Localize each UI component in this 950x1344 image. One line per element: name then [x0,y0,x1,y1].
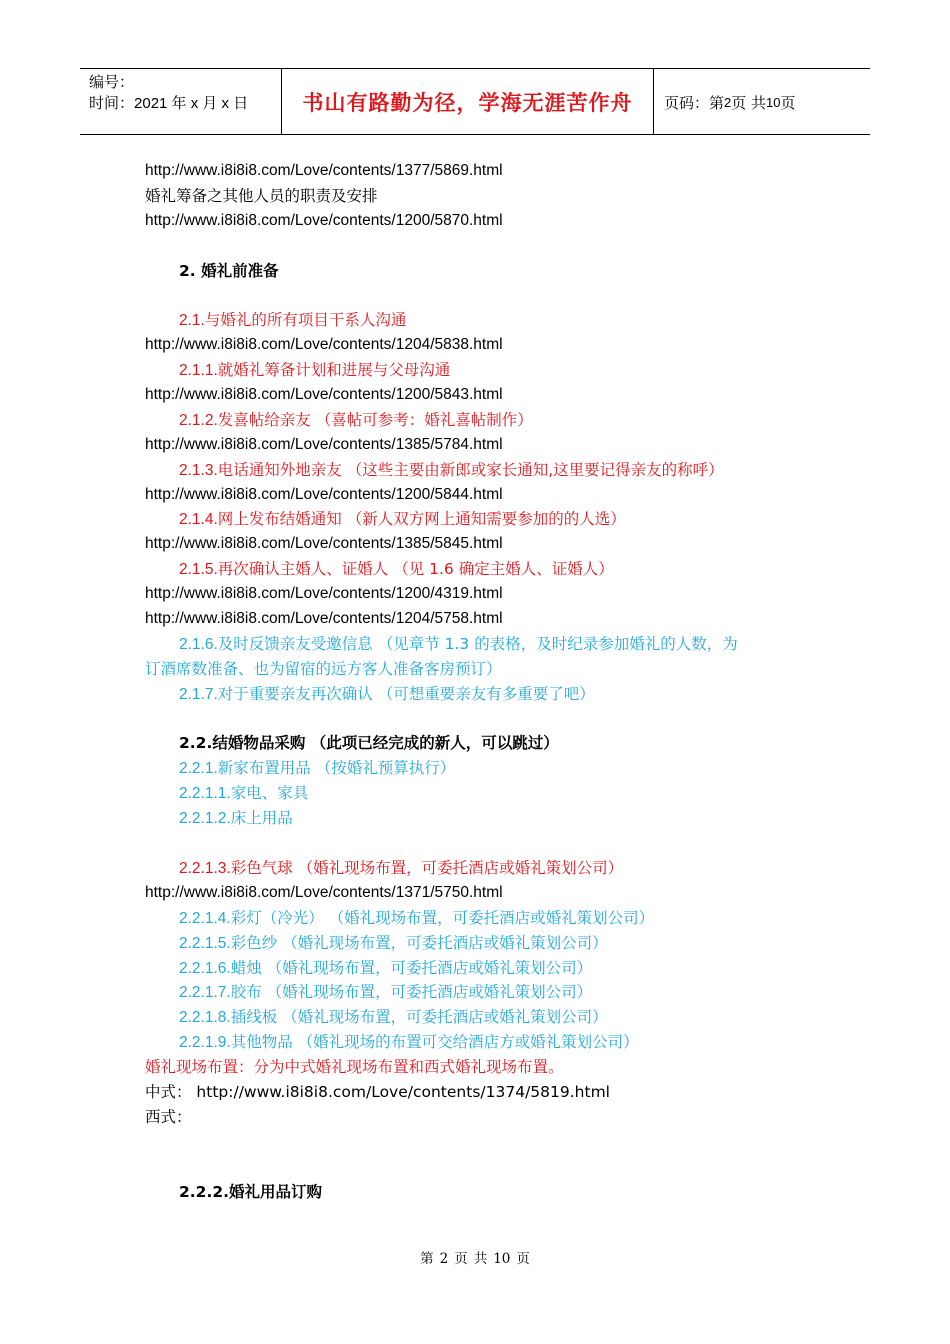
list-item-text: 彩色纱 （婚礼现场布置，可委托酒店或婚礼策划公司） [230,933,608,952]
list-item-number: 2.2.1.1. [179,785,231,803]
body-text-highlight: 婚礼现场布置：分为中式婚礼现场布置和西式婚礼现场布置。 [145,1058,564,1077]
blank-line [145,707,825,732]
list-item-text: 与婚礼的所有项目干系人沟通 [204,311,407,330]
footer-di: 第 [420,1251,434,1267]
list-item [145,906,825,931]
page-total: 10 [766,94,781,110]
url-link[interactable]: http://www.i8i8i8.com/Love/contents/1371/5750.html [145,883,503,901]
page-label: 页码：第 [664,93,725,112]
list-item [145,557,825,582]
url-link[interactable]: http://www.i8i8i8.com/Love/contents/1200/5870.html [145,211,503,229]
list-item [145,408,825,433]
date-line [89,93,281,114]
body-text: 婚礼筹备之其他人员的职责及安排 [145,186,378,205]
doc-number-label: 编号： [89,73,135,91]
list-item-number: 2.1.6. [179,635,218,653]
list-item-text: 就婚礼筹备计划和进展与父母沟通 [217,361,451,380]
list-item-number: 2.1.4. [179,511,218,529]
list-item-text: 及时反馈亲友受邀信息 （见章节 1.3 的表格，及时纪录参加婚礼的人数，为 [217,634,738,653]
list-item [145,507,825,532]
list-item-text: 发喜帖给亲友 （喜帖可参考：婚礼喜帖制作） [217,410,533,429]
list-item-number: 2.2.1.7. [179,984,231,1002]
list-item-number: 2.2.1.8. [179,1009,231,1027]
list-item [145,931,825,956]
list-item [145,756,825,781]
footer-gong: 共 [473,1251,488,1267]
footer-ye1: 页 [454,1251,468,1267]
body-text: 中式： http://www.i8i8i8.com/Love/contents/1374/5819.html [145,1082,610,1101]
list-item [145,632,825,657]
list-item-text: 胶布 （婚礼现场布置，可委托酒店或婚礼策划公司） [230,983,593,1002]
list-item [145,358,825,383]
list-item [145,980,825,1005]
subsection-heading: 2.2.2.婚礼用品订购 [179,1182,323,1201]
list-item-number: 2.1. [179,312,205,330]
body-text: 西式： [145,1107,192,1126]
list-item [145,308,825,333]
blank-line [145,1130,825,1155]
list-item [145,682,825,707]
list-item-number: 2.1.7. [179,685,218,703]
section-heading: 2. 婚礼前准备 [179,261,279,280]
footer-page: 2 [439,1251,449,1267]
url-link[interactable]: http://www.i8i8i8.com/Love/contents/1200/5843.html [145,386,503,404]
list-item-number: 2.2.1.3. [179,859,231,877]
list-item-number: 2.2.1.9. [179,1034,231,1052]
page-mid: 页 共 [731,93,767,112]
footer-total: 10 [493,1251,511,1267]
date-label: 时间： [89,94,135,112]
list-item-number: 2.2.1. [179,760,218,778]
list-item-text: 新家布置用品 （按婚礼预算执行） [217,759,456,778]
list-item [145,458,825,483]
list-item-text: 家电、家具 [230,784,309,803]
blank-line [145,283,825,308]
url-link[interactable]: http://www.i8i8i8.com/Love/contents/1385/5784.html [145,435,503,453]
list-item-text: 对于重要亲友再次确认 （可想重要亲友有多重要了吧） [217,684,595,703]
list-item-number: 2.2.1.4. [179,909,231,927]
page-footer [0,1247,950,1267]
page-number: 2 [724,94,732,110]
list-item-continuation: 订酒席数准备、也为留宿的远方客人准备客房预订） [145,659,502,678]
list-item-text: 彩色气球 （婚礼现场布置，可委托酒店或婚礼策划公司） [230,858,624,877]
url-link[interactable]: http://www.i8i8i8.com/Love/contents/1200/5844.html [145,485,503,503]
header-motto: 书山有路勤为径，学海无涯苦作舟 [282,69,654,135]
list-item [145,856,825,881]
list-item-text: 插线板 （婚礼现场布置，可委托酒店或婚礼策划公司） [230,1008,608,1027]
blank-line [145,831,825,856]
url-link[interactable]: http://www.i8i8i8.com/Love/contents/1385/5845.html [145,535,503,553]
list-item [145,1030,825,1055]
list-item-number: 2.1.3. [179,461,218,479]
url-link[interactable]: http://www.i8i8i8.com/Love/contents/1204/5838.html [145,336,503,354]
blank-line [145,234,825,259]
list-item-number: 2.1.2. [179,411,218,429]
url-link[interactable]: http://www.i8i8i8.com/Love/contents/1377/5869.html [145,162,503,179]
list-item-text: 其他物品 （婚礼现场的布置可交给酒店方或婚礼策划公司） [230,1033,639,1052]
blank-line [145,1155,825,1180]
list-item-text: 床上用品 [230,809,293,828]
list-item-text: 蜡烛 （婚礼现场布置，可委托酒店或婚礼策划公司） [230,958,593,977]
page-end: 页 [780,93,796,112]
url-link[interactable]: http://www.i8i8i8.com/Love/contents/1200/4319.html [145,585,503,603]
list-item [145,956,825,981]
list-item-text: 彩灯（冷光） （婚礼现场布置，可委托酒店或婚礼策划公司） [230,908,655,927]
list-item-number: 2.1.5. [179,561,218,579]
list-item-text: 电话通知外地亲友 （这些主要由新郎或家长通知,这里要记得亲友的称呼） [217,460,724,479]
page-header [80,68,870,135]
list-item-number: 2.2.1.5. [179,934,231,952]
date-value: 2021 年 x 月 x 日 [134,95,249,112]
subsection-heading: 2.2.结婚物品采购 （此项已经完成的新人，可以跳过） [179,734,559,753]
header-meta-cell [80,69,282,135]
list-item-text: 网上发布结婚通知 （新人双方网上通知需要参加的的人选） [217,510,626,529]
url-link[interactable]: http://www.i8i8i8.com/Love/contents/1204/5758.html [145,610,503,628]
header-page-info [654,69,870,135]
list-item [145,806,825,831]
list-item-number: 2.2.1.2. [179,810,231,828]
list-item [145,1005,825,1030]
list-item [145,781,825,806]
list-item-text: 再次确认主婚人、证婚人 （见 1.6 确定主婚人、证婚人） [217,560,614,579]
list-item-number: 2.1.1. [179,362,218,380]
list-item-number: 2.2.1.6. [179,959,231,977]
document-body [145,159,825,1204]
footer-ye2: 页 [516,1251,530,1267]
